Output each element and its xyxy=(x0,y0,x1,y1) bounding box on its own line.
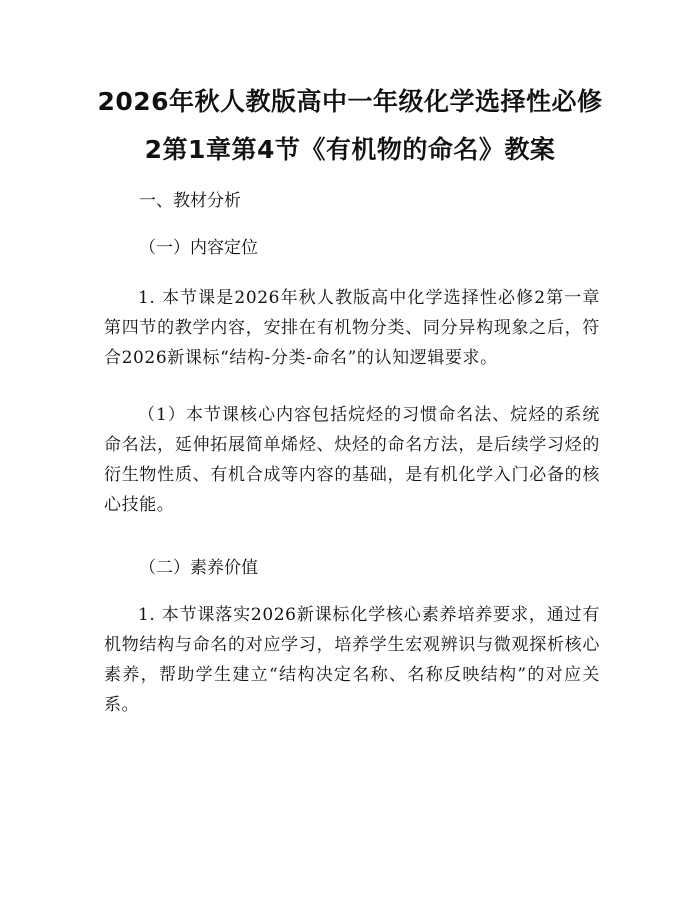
document-title-line-1: 2026年秋人教版高中一年级化学选择性必修 xyxy=(97,87,603,116)
subsection-heading-content-positioning: （一）内容定位 xyxy=(139,238,258,258)
paragraph-literacy-value: 1. 本节课落实2026新课标化学核心素养培养要求，通过有机物结构与命名的对应学习，培养学生宏观辨识与微观探析核心素养，帮助学生建立“结构决定名称、名称反映结构”的对应关系。 xyxy=(104,605,600,715)
paragraph-content-positioning: 1. 本节课是2026年秋人教版高中化学选择性必修2第一章第四节的教学内容，安排在有机物分类、同分异构现象之后，符合2026新课标“结构-分类-命名”的认知逻辑要求。 xyxy=(104,288,600,368)
paragraph-core-content: （1）本节课核心内容包括烷烃的习惯命名法、烷烃的系统命名法，延伸拓展简单烯烃、炔烃的命名方法，是后续学习烃的衍生物性质、有机合成等内容的基础，是有机化学入门必备的核心技能。 xyxy=(104,405,600,515)
document-title-line-2: 2第1章第4节《有机物的命名》教案 xyxy=(144,135,556,164)
subsection-heading-literacy-value: （二）素养价值 xyxy=(139,558,258,578)
section-heading-textbook-analysis: 一、教材分析 xyxy=(139,191,241,211)
